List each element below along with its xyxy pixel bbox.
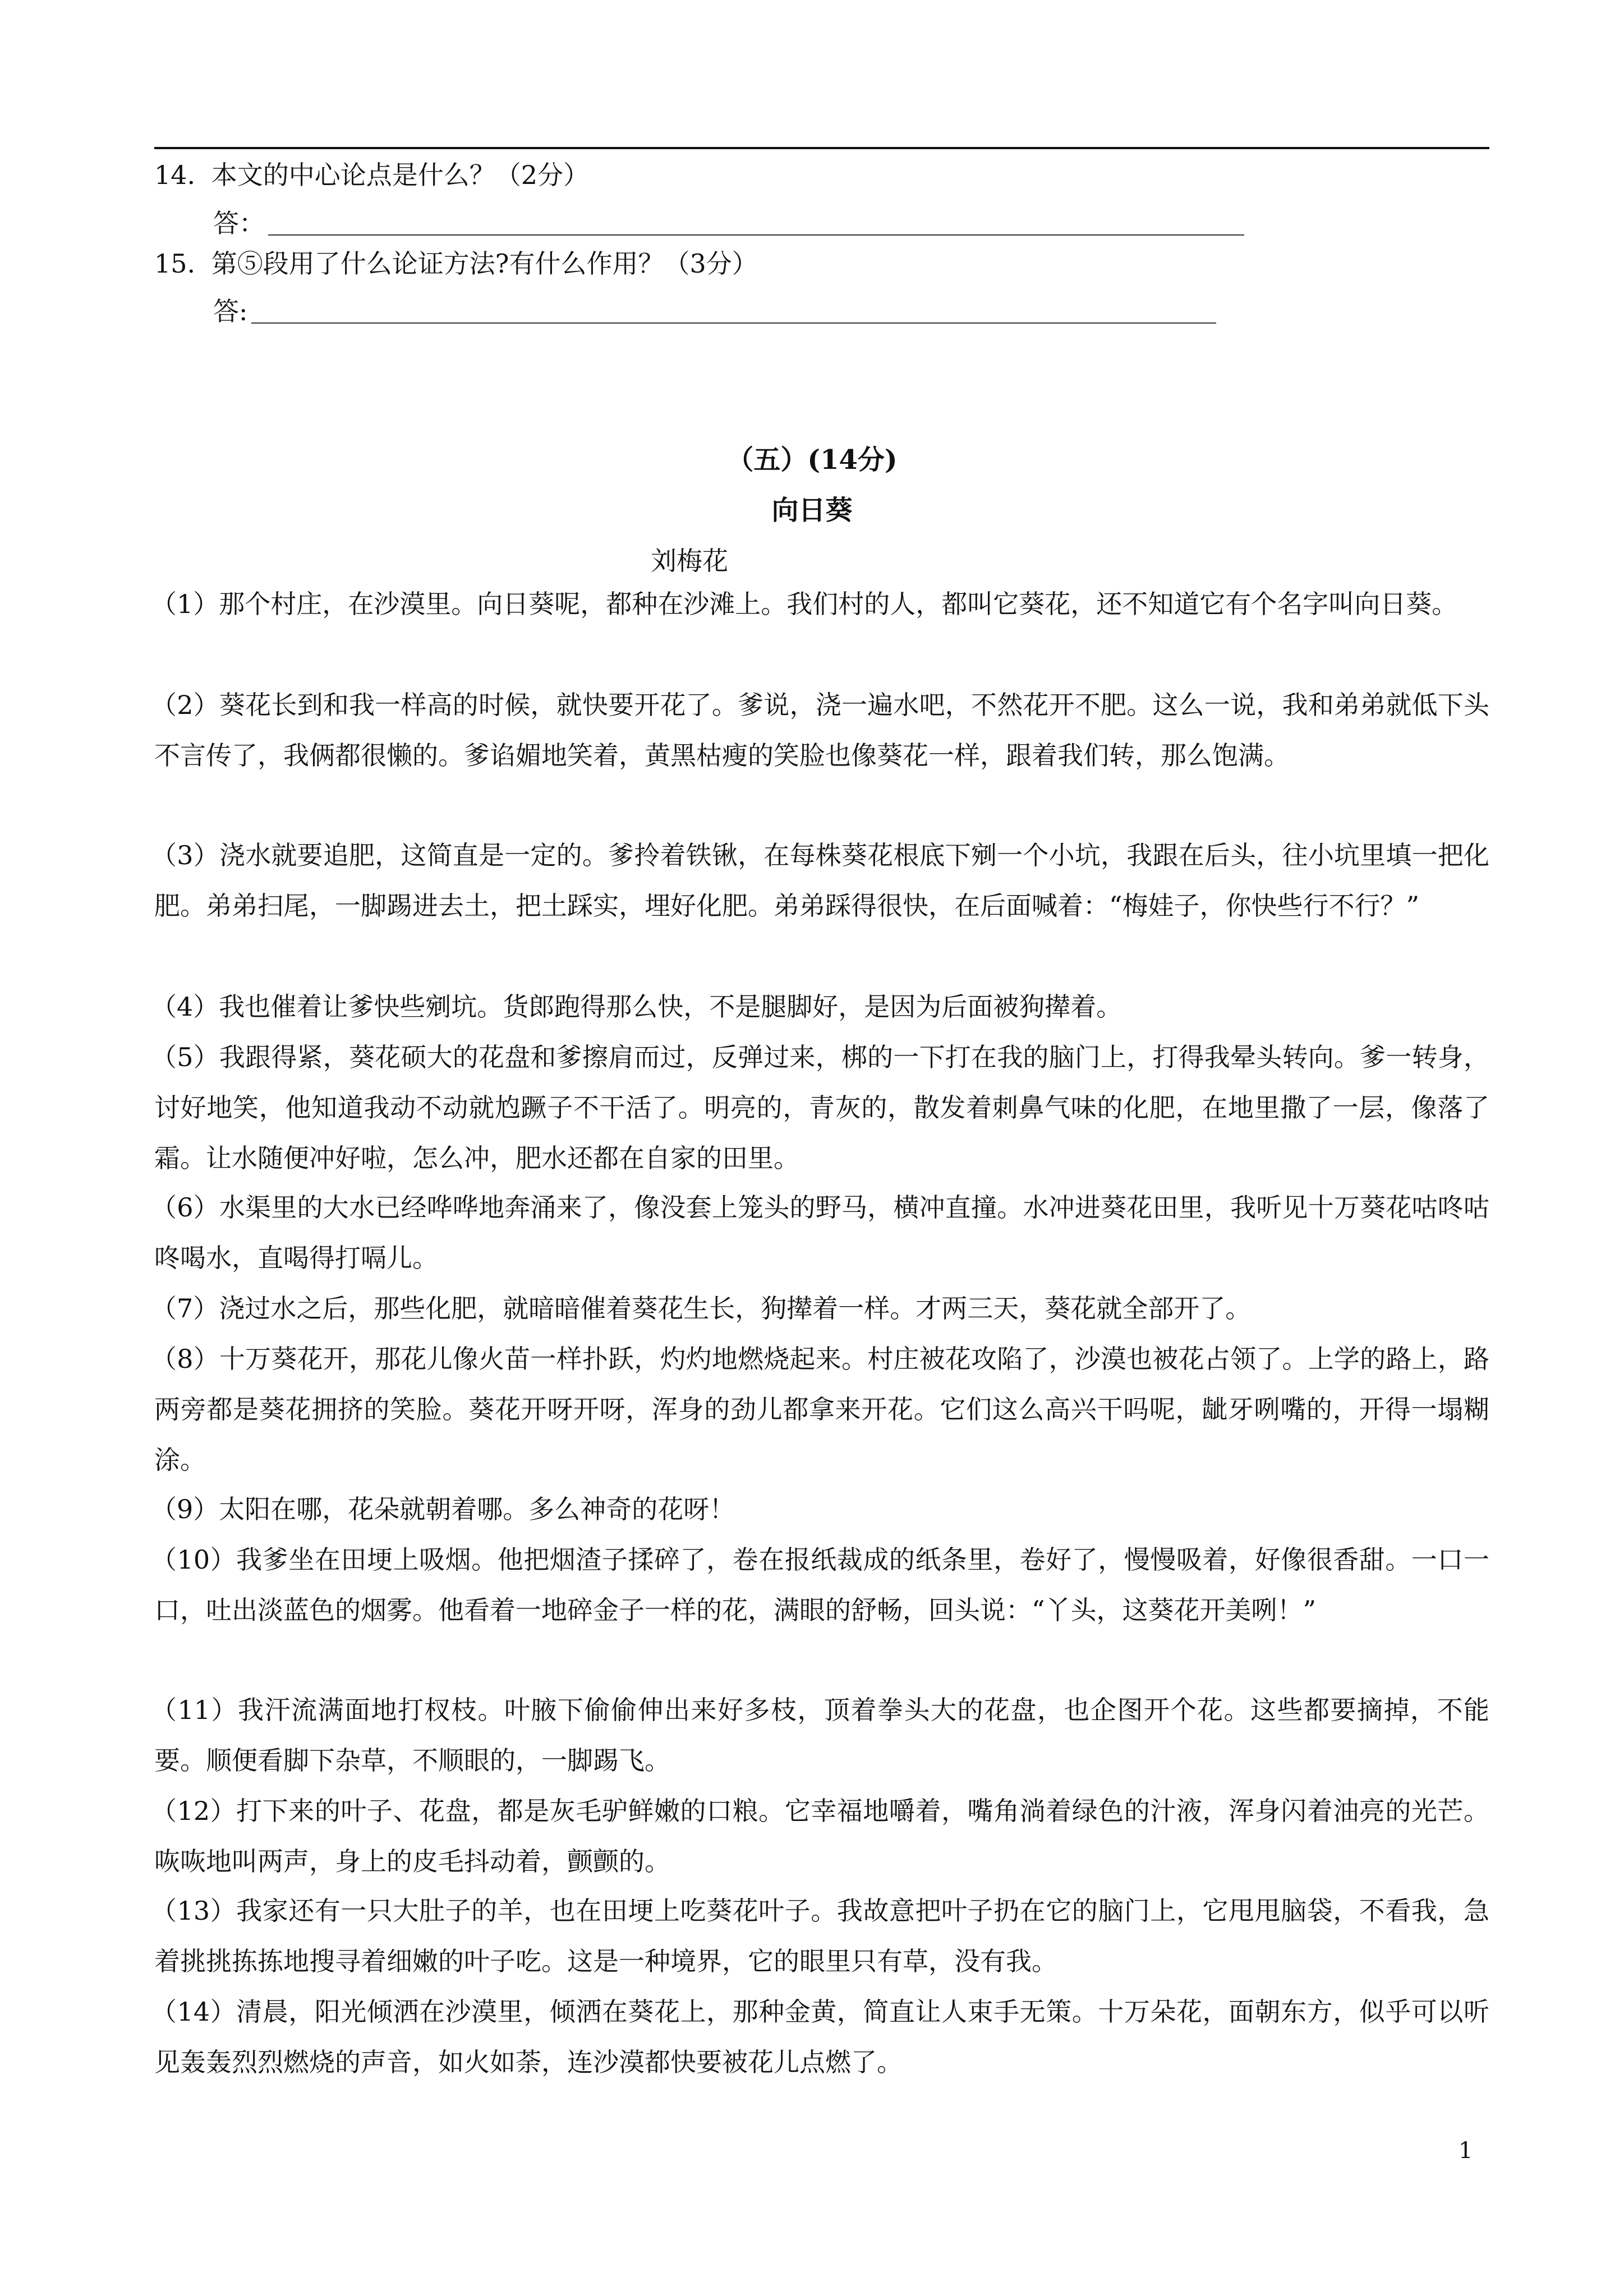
page-number: 1 <box>1459 2138 1473 2164</box>
answer-15[interactable] <box>213 294 1216 328</box>
paragraph-13: （13）我家还有一只大肚子的羊，也在田埂上吃葵花叶子。我故意把叶子扔在它的脑门上，它甩甩脑袋，不看我，急着挑挑拣拣地搜寻着细嫩的叶子吃。这是一种境界，它的眼里只有草，没有我。 <box>151 1896 1489 1976</box>
answer-label: 答： <box>213 208 265 238</box>
paragraph-14: （14）清晨，阳光倾洒在沙漠里，倾洒在葵花上，那种金黄，简直让人束手无策。十万朵花，面朝东方，似乎可以听见轰轰烈烈燃烧的声音，如火如荼，连沙漠都快要被花儿点燃了。 <box>151 1997 1489 2077</box>
answer-blank[interactable] <box>268 234 1244 236</box>
paragraph-2: （2）葵花长到和我一样高的时候，就快要开花了。爹说，浇一遍水吧，不然花开不肥。这么一说，我和弟弟就低下头不言传了，我俩都很懒的。爹谄媚地笑着，黄黑枯瘦的笑脸也像葵花一样，跟着我们转，那么饱满。 <box>151 690 1489 771</box>
article-title: 向日葵 <box>771 495 853 526</box>
paragraph-7: （7）浇过水之后，那些化肥，就暗暗催着葵花生长，狗撵着一样。才两三天，葵花就全部开了。 <box>151 1293 1252 1324</box>
paragraph-1: （1）那个村庄，在沙漠里。向日葵呢，都种在沙滩上。我们村的人，都叫它葵花，还不知道它有个名字叫向日葵。 <box>151 589 1458 619</box>
answer-blank[interactable] <box>251 322 1216 324</box>
article-author: 刘梅花 <box>651 546 728 576</box>
answer-label: 答: <box>213 296 248 326</box>
paragraph-11: （11）我汗流满面地打杈枝。叶腋下偷偷伸出来好多枝，顶着拳头大的花盘，也企图开个花。这些都要摘掉，不能要。顺便看脚下杂草，不顺眼的，一脚踢飞。 <box>151 1695 1489 1776</box>
paragraph-9: （9）太阳在哪，花朵就朝着哪。多么神奇的花呀！ <box>151 1494 735 1524</box>
answer-14[interactable] <box>213 206 1244 240</box>
paragraph-5: （5）我跟得紧，葵花硕大的花盘和爹擦肩而过，反弹过来，梆的一下打在我的脑门上，打得我晕头转向。爹一转身，讨好地笑，他知道我动不动就尥蹶子不干活了。明亮的，青灰的，散发着刺鼻气味的化肥，在地里撒了一层，像落了霜。让水随便冲好啦，怎么冲，肥水还都在自家的田里。 <box>151 1042 1489 1173</box>
question-text: 本文的中心论点是什么？（2分） <box>211 160 590 190</box>
paragraph-12: （12）打下来的叶子、花盘，都是灰毛驴鲜嫩的口粮。它幸福地嚼着，嘴角淌着绿色的汁液，浑身闪着油亮的光芒。咴咴地叫两声，身上的皮毛抖动着，颤颤的。 <box>151 1796 1489 1877</box>
question-15 <box>154 247 758 280</box>
question-14 <box>154 158 589 192</box>
question-number: 15. <box>154 248 196 279</box>
paragraph-3: （3）浇水就要追肥，这简直是一定的。爹拎着铁锹，在每株葵花根底下剜一个小坑，我跟在后头，往小坑里填一把化肥。弟弟扫尾，一脚踢进去土，把土踩实，埋好化肥。弟弟踩得很快，在后面喊着：“梅娃子，你快些行不行？” <box>151 840 1489 921</box>
question-number: 14. <box>154 160 196 190</box>
paragraph-10: （10）我爹坐在田埂上吸烟。他把烟渣子揉碎了，卷在报纸裁成的纸条里，卷好了，慢慢吸着，好像很香甜。一口一口，吐出淡蓝色的烟雾。他看着一地碎金子一样的花，满眼的舒畅，回头说：“丫头，这葵花开美咧！” <box>151 1545 1489 1625</box>
question-text: 第⑤段用了什么论证方法?有什么作用？（3分） <box>211 248 758 279</box>
paragraph-6: （6）水渠里的大水已经哗哗地奔涌来了，像没套上笼头的野马，横冲直撞。水冲进葵花田里，我听见十万葵花咕咚咕咚喝水，直喝得打嗝儿。 <box>151 1192 1489 1273</box>
section-heading: （五）(14分) <box>726 444 898 476</box>
header-rule <box>154 147 1489 149</box>
paragraph-8: （8）十万葵花开，那花儿像火苗一样扑跃，灼灼地燃烧起来。村庄被花攻陷了，沙漠也被花占领了。上学的路上，路两旁都是葵花拥挤的笑脸。葵花开呀开呀，浑身的劲儿都拿来开花。它们这么高兴干吗呢，龇牙咧嘴的，开得一塌糊涂。 <box>151 1344 1489 1475</box>
paragraph-4: （4）我也催着让爹快些剜坑。货郎跑得那么快，不是腿脚好，是因为后面被狗撵着。 <box>151 992 1122 1022</box>
